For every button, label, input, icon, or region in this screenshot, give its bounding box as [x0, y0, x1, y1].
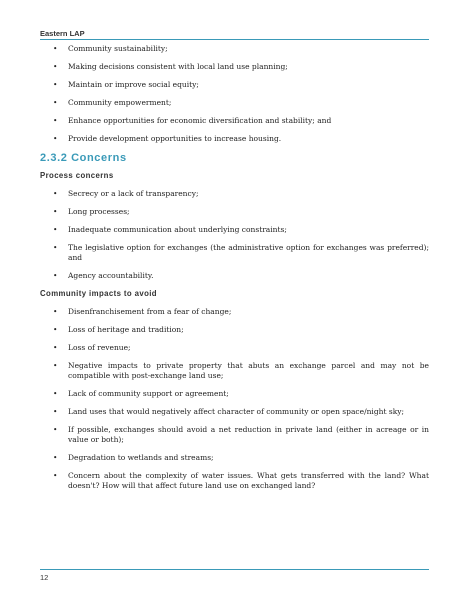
bullet-icon: •: [53, 44, 58, 53]
list-item: • Degradation to wetlands and streams;: [53, 453, 214, 462]
list-item: • Community empowerment;: [53, 98, 172, 107]
list-item: • Disenfranchisement from a fear of change;: [53, 307, 232, 316]
bullet-icon: •: [53, 307, 58, 316]
list-item: • Secrecy or a lack of transparency;: [53, 189, 199, 198]
list-item: • Loss of revenue;: [53, 343, 131, 352]
bullet-icon: •: [53, 471, 58, 480]
bullet-icon: •: [53, 134, 58, 143]
intro-bullet-list: [40, 44, 429, 144]
bullet-icon: •: [53, 80, 58, 89]
header-rule: [40, 39, 429, 40]
list-item: • The legislative option for exchanges (the administrative option for exchanges was preferred); and: [53, 243, 429, 262]
list-item: • Inadequate communication about underlying constraints;: [53, 225, 287, 234]
bullet-icon: •: [53, 207, 58, 216]
bullet-icon: •: [53, 361, 58, 370]
bullet-icon: •: [53, 62, 58, 71]
process-concerns-list: [40, 189, 429, 281]
list-item: • Negative impacts to private property that abuts an exchange parcel and may not be compatible with post-exchange land use;: [53, 361, 429, 380]
list-item: • Loss of heritage and tradition;: [53, 325, 184, 334]
process-concerns-heading: Process concerns: [40, 171, 114, 180]
bullet-icon: •: [53, 343, 58, 352]
list-item: • Making decisions consistent with local land use planning;: [53, 62, 288, 71]
list-item: • Enhance opportunities for economic diversification and stability; and: [53, 116, 332, 125]
bullet-icon: •: [53, 325, 58, 334]
page-header: Eastern LAP: [40, 29, 85, 38]
list-item: • Agency accountability.: [53, 271, 154, 280]
footer-rule: [40, 569, 429, 570]
list-item: • Long processes;: [53, 207, 130, 216]
page-content: [40, 44, 429, 499]
community-impacts-list: [40, 307, 429, 491]
page-number: 12: [40, 573, 49, 582]
bullet-icon: •: [53, 98, 58, 107]
list-item: • Maintain or improve social equity;: [53, 80, 199, 89]
list-item: • Lack of community support or agreement;: [53, 389, 229, 398]
bullet-icon: •: [53, 243, 58, 252]
bullet-icon: •: [53, 116, 58, 125]
list-item: • Community sustainability;: [53, 44, 168, 53]
bullet-icon: •: [53, 389, 58, 398]
bullet-icon: •: [53, 425, 58, 434]
bullet-icon: •: [53, 271, 58, 280]
section-heading: 2.3.2 Concerns: [40, 152, 127, 164]
list-item: • Provide development opportunities to increase housing.: [53, 134, 282, 143]
community-impacts-heading: Community impacts to avoid: [40, 289, 157, 298]
bullet-icon: •: [53, 407, 58, 416]
bullet-icon: •: [53, 225, 58, 234]
list-item: • Land uses that would negatively affect character of community or open space/night sky;: [53, 407, 405, 416]
bullet-icon: •: [53, 453, 58, 462]
bullet-icon: •: [53, 189, 58, 198]
list-item: • Concern about the complexity of water issues. What gets transferred with the land? What doesn't? How will that affect future land use on exchanged land?: [53, 471, 429, 490]
list-item: • If possible, exchanges should avoid a net reduction in private land (either in acreage or in value or both);: [53, 425, 429, 444]
